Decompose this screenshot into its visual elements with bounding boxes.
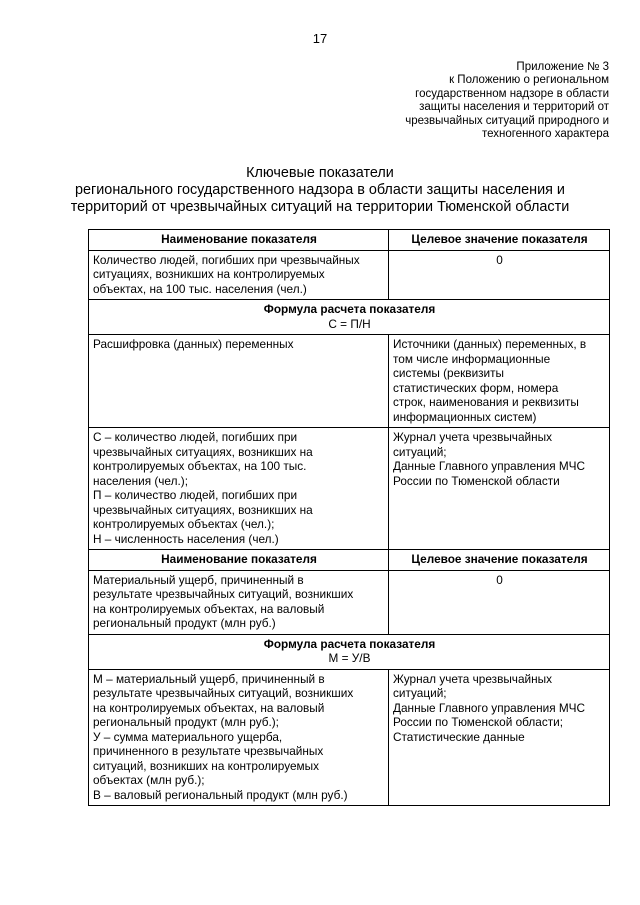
- table-row: [89, 570, 610, 634]
- text-line: Данные Главного управления МЧС: [393, 459, 585, 473]
- text-line: контролируемых объектах, на 100 тыс.: [93, 459, 307, 473]
- text-line: чрезвычайных ситуациях, возникших на: [93, 502, 313, 517]
- sources-cell: [389, 428, 610, 550]
- text-line: Материальный ущерб, причиненный в: [93, 572, 304, 587]
- variables-cell: [89, 669, 389, 806]
- indicator-name-cell: [89, 570, 389, 634]
- target-value-cell: 0: [389, 570, 610, 634]
- text-line: ситуаций;: [393, 686, 447, 700]
- formula-expression: С = П/Н: [328, 316, 371, 331]
- text-line: населения (чел.);: [93, 473, 188, 488]
- text-line: России по Тюменской области: [393, 473, 560, 488]
- text-line: системы (реквизиты: [393, 366, 505, 380]
- text-line: на контролируемых объектах, на валовый: [93, 700, 325, 715]
- text-line: П – количество людей, погибших при: [93, 488, 298, 502]
- text-line: статистических форм, номера: [393, 380, 559, 395]
- text-line: С – количество людей, погибших при: [93, 430, 298, 444]
- annex-line: к Положению о региональном: [449, 74, 609, 87]
- formula-expression: М = У/В: [328, 651, 371, 665]
- indicators-table: [88, 229, 610, 806]
- table-header-row: [89, 230, 610, 251]
- variables-decoding-label-cell: Расшифровка (данных) переменных: [89, 335, 389, 428]
- annex-line: защиты населения и территорий от: [419, 101, 609, 114]
- text-line: Журнал учета чрезвычайных: [393, 671, 552, 686]
- text-line: ситуациях, возникших на контролируемых: [93, 267, 325, 281]
- annex-line: Приложение № 3: [516, 61, 609, 73]
- table-row: [89, 669, 610, 806]
- formula-label: Формула расчета показателя: [263, 636, 436, 651]
- text-line: результате чрезвычайных ситуаций, возникших: [93, 686, 354, 700]
- text-line: объектах, на 100 тыс. населения (чел.): [93, 281, 307, 296]
- table-header-row: [89, 550, 610, 571]
- text-line: Источники (данных) переменных, в: [393, 337, 587, 351]
- annex-line: государственном надзоре в области: [415, 87, 609, 100]
- sources-cell: [389, 669, 610, 806]
- text-line: Данные Главного управления МЧС: [393, 700, 585, 715]
- target-value-cell: 0: [389, 250, 610, 300]
- indicator-name-cell: [89, 250, 389, 300]
- page-number: 17: [312, 31, 328, 46]
- column-header-indicator-name: Наименование показателя: [89, 550, 389, 571]
- text-line: контролируемых объектах (чел.);: [93, 517, 275, 531]
- document-title: [40, 165, 600, 216]
- text-line: ситуаций;: [393, 444, 447, 459]
- text-line: Н – численность населения (чел.): [93, 531, 279, 546]
- text-line: У – сумма материального ущерба,: [93, 729, 283, 744]
- formula-cell: [89, 634, 610, 669]
- title-line: Ключевые показатели: [246, 165, 394, 181]
- column-header-indicator-name: Наименование показателя: [89, 230, 389, 251]
- table-row: [89, 250, 610, 300]
- text-line: причиненного в результате чрезвычайных: [93, 744, 324, 758]
- annex-line: техногенного характера: [481, 128, 609, 141]
- text-line: на контролируемых объектах, на валовый: [93, 601, 325, 616]
- text-line: Журнал учета чрезвычайных: [393, 430, 552, 444]
- text-line: ситуаций, возникших на контролируемых: [93, 758, 320, 773]
- variables-cell: [89, 428, 389, 550]
- text-line: результате чрезвычайных ситуаций, возникших: [93, 587, 354, 601]
- variables-sources-label-cell: [389, 335, 610, 428]
- text-line: чрезвычайных ситуациях, возникших на: [93, 444, 313, 459]
- annex-line: чрезвычайных ситуаций природного и: [405, 114, 609, 127]
- text-line: объектах (млн руб.);: [93, 773, 205, 787]
- formula-label: Формула расчета показателя: [263, 302, 436, 316]
- formula-row: [89, 300, 610, 335]
- table-row: [89, 428, 610, 550]
- title-line: территорий от чрезвычайных ситуаций на территории Тюменской области: [70, 199, 570, 215]
- formula-cell: [89, 300, 610, 335]
- text-line: региональный продукт (млн руб.);: [93, 715, 279, 729]
- text-line: Количество людей, погибших при чрезвычайных: [93, 252, 360, 267]
- column-header-target-value: Целевое значение показателя: [389, 550, 610, 571]
- table-row: [89, 335, 610, 428]
- text-line: информационных систем): [393, 409, 537, 424]
- annex-reference: [369, 61, 609, 141]
- text-line: региональный продукт (млн руб.): [93, 616, 276, 630]
- text-line: М – материальный ущерб, причиненный в: [93, 671, 325, 686]
- formula-row: [89, 634, 610, 669]
- text-line: Статистические данные: [393, 729, 525, 744]
- text-line: России по Тюменской области;: [393, 715, 564, 729]
- column-header-target-value: Целевое значение показателя: [389, 230, 610, 251]
- title-line: регионального государственного надзора в области защиты населения и: [75, 182, 565, 198]
- text-line: В – валовый региональный продукт (млн руб.): [93, 787, 348, 802]
- text-line: строк, наименования и реквизиты: [393, 395, 579, 409]
- text-line: том числе информационные: [393, 351, 551, 366]
